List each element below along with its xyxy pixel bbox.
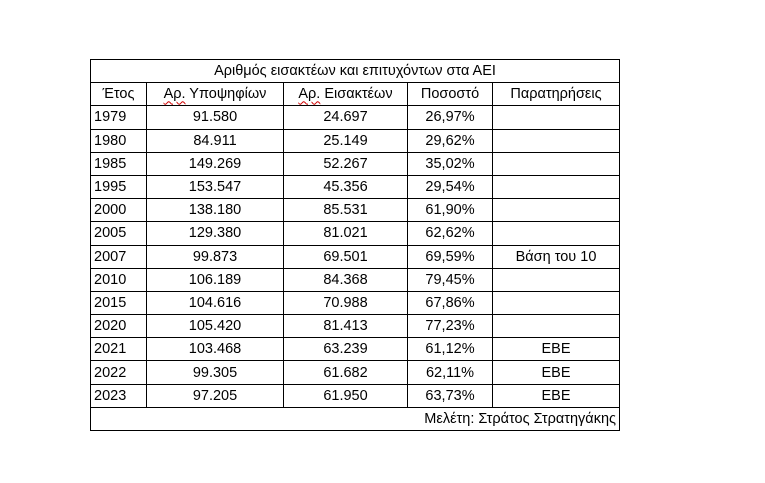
- header-percentage[interactable]: Ποσοστό: [408, 83, 493, 106]
- cell-note[interactable]: [493, 152, 620, 175]
- header-row: [91, 83, 620, 106]
- cell-percentage[interactable]: 29,54%: [408, 175, 493, 198]
- cell-admitted[interactable]: 61.950: [284, 384, 408, 407]
- cell-percentage[interactable]: 77,23%: [408, 315, 493, 338]
- cell-percentage[interactable]: 69,59%: [408, 245, 493, 268]
- header-candidates[interactable]: [147, 83, 284, 106]
- cell-note[interactable]: [493, 106, 620, 129]
- cell-candidates[interactable]: 99.873: [147, 245, 284, 268]
- cell-candidates[interactable]: 97.205: [147, 384, 284, 407]
- cell-note[interactable]: [493, 199, 620, 222]
- cell-note[interactable]: [493, 222, 620, 245]
- title-row: [91, 60, 620, 83]
- cell-candidates[interactable]: 99.305: [147, 361, 284, 384]
- cell-note[interactable]: [493, 268, 620, 291]
- cell-percentage[interactable]: 62,11%: [408, 361, 493, 384]
- cell-percentage[interactable]: 63,73%: [408, 384, 493, 407]
- cell-candidates[interactable]: 138.180: [147, 199, 284, 222]
- cell-percentage[interactable]: 67,86%: [408, 291, 493, 314]
- cell-admitted[interactable]: 52.267: [284, 152, 408, 175]
- cell-year[interactable]: 2005: [91, 222, 147, 245]
- cell-note[interactable]: [493, 129, 620, 152]
- cell-year[interactable]: 2010: [91, 268, 147, 291]
- cell-note[interactable]: [493, 315, 620, 338]
- table-row: [91, 222, 620, 245]
- table-row: [91, 268, 620, 291]
- cell-admitted[interactable]: 70.988: [284, 291, 408, 314]
- cell-candidates[interactable]: 153.547: [147, 175, 284, 198]
- table-row: [91, 129, 620, 152]
- cell-percentage[interactable]: 29,62%: [408, 129, 493, 152]
- header-admitted[interactable]: [284, 83, 408, 106]
- cell-candidates[interactable]: 104.616: [147, 291, 284, 314]
- table-row: [91, 245, 620, 268]
- cell-year[interactable]: 2022: [91, 361, 147, 384]
- header-admitted-word: Εισακτέων: [324, 86, 393, 103]
- cell-year[interactable]: 2000: [91, 199, 147, 222]
- table-row: [91, 199, 620, 222]
- cell-admitted[interactable]: 69.501: [284, 245, 408, 268]
- cell-year[interactable]: 1995: [91, 175, 147, 198]
- table-row: [91, 175, 620, 198]
- cell-admitted[interactable]: 25.149: [284, 129, 408, 152]
- cell-percentage[interactable]: 62,62%: [408, 222, 493, 245]
- cell-year[interactable]: 2015: [91, 291, 147, 314]
- header-candidates-abbr: Αρ.: [163, 86, 186, 103]
- cell-year[interactable]: 1980: [91, 129, 147, 152]
- cell-note[interactable]: ΕΒΕ: [493, 338, 620, 361]
- table-row: [91, 338, 620, 361]
- table-row: [91, 361, 620, 384]
- cell-percentage[interactable]: 26,97%: [408, 106, 493, 129]
- cell-year[interactable]: 2007: [91, 245, 147, 268]
- cell-candidates[interactable]: 91.580: [147, 106, 284, 129]
- table-row: [91, 152, 620, 175]
- cell-candidates[interactable]: 149.269: [147, 152, 284, 175]
- table-row: [91, 291, 620, 314]
- cell-note[interactable]: Βάση του 10: [493, 245, 620, 268]
- cell-candidates[interactable]: 84.911: [147, 129, 284, 152]
- cell-note[interactable]: [493, 175, 620, 198]
- table-row: [91, 106, 620, 129]
- cell-year[interactable]: 1979: [91, 106, 147, 129]
- header-notes[interactable]: Παρατηρήσεις: [493, 83, 620, 106]
- cell-admitted[interactable]: 63.239: [284, 338, 408, 361]
- cell-year[interactable]: 2023: [91, 384, 147, 407]
- cell-note[interactable]: ΕΒΕ: [493, 361, 620, 384]
- cell-year[interactable]: 1985: [91, 152, 147, 175]
- cell-admitted[interactable]: 85.531: [284, 199, 408, 222]
- cell-admitted[interactable]: 45.356: [284, 175, 408, 198]
- cell-admitted[interactable]: 61.682: [284, 361, 408, 384]
- cell-percentage[interactable]: 61,90%: [408, 199, 493, 222]
- cell-admitted[interactable]: 81.021: [284, 222, 408, 245]
- header-candidates-word: Υποψηφίων: [189, 86, 267, 103]
- cell-percentage[interactable]: 35,02%: [408, 152, 493, 175]
- cell-admitted[interactable]: 24.697: [284, 106, 408, 129]
- cell-note[interactable]: ΕΒΕ: [493, 384, 620, 407]
- header-admitted-abbr: Αρ.: [298, 86, 321, 103]
- header-year[interactable]: Έτος: [91, 83, 147, 106]
- cell-candidates[interactable]: 103.468: [147, 338, 284, 361]
- table-row: [91, 384, 620, 407]
- footer-row: [91, 407, 620, 430]
- cell-note[interactable]: [493, 291, 620, 314]
- cell-admitted[interactable]: 84.368: [284, 268, 408, 291]
- study-credit[interactable]: Μελέτη: Στράτος Στρατηγάκης: [91, 407, 620, 430]
- cell-percentage[interactable]: 61,12%: [408, 338, 493, 361]
- cell-year[interactable]: 2021: [91, 338, 147, 361]
- cell-year[interactable]: 2020: [91, 315, 147, 338]
- admissions-table: [90, 59, 620, 431]
- cell-candidates[interactable]: 105.420: [147, 315, 284, 338]
- cell-percentage[interactable]: 79,45%: [408, 268, 493, 291]
- cell-candidates[interactable]: 106.189: [147, 268, 284, 291]
- cell-candidates[interactable]: 129.380: [147, 222, 284, 245]
- table-row: [91, 315, 620, 338]
- cell-admitted[interactable]: 81.413: [284, 315, 408, 338]
- table-title[interactable]: Αριθμός εισακτέων και επιτυχόντων στα ΑΕΙ: [91, 60, 620, 83]
